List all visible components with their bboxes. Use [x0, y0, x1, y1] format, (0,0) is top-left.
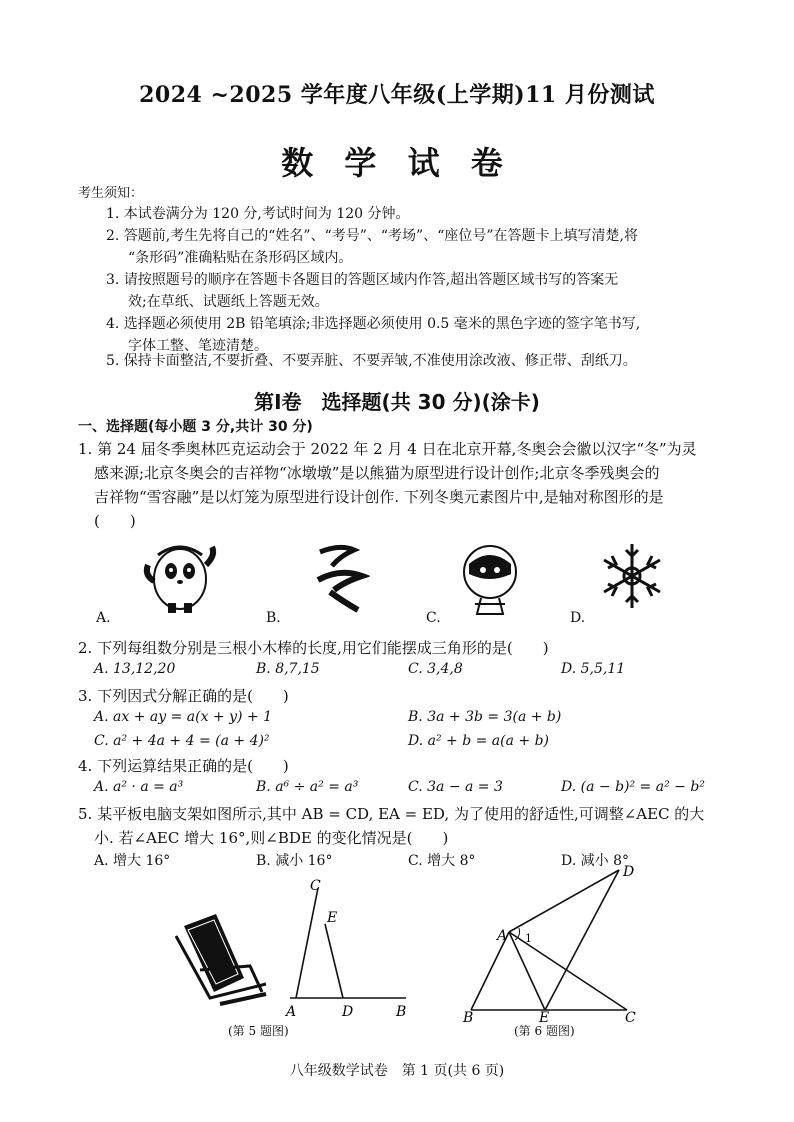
shuey-rhon-rhon-image [455, 540, 525, 620]
notice-item-3: 3. 请按照题号的顺序在答题卡各题目的答题区域内作答,超出答题区域书写的答案无 [106, 272, 619, 288]
q2-option-d: D. 5,5,11 [561, 661, 626, 677]
bing-dwen-dwen-image [140, 535, 220, 615]
q2-option-c: C. 3,4,8 [408, 661, 463, 677]
fig6-caption: (第 6 题图) [514, 1024, 575, 1038]
q3-option-d: D. a² + b = a(a + b) [408, 733, 550, 749]
q3-stem: 3. 下列因式分解正确的是( ) [78, 687, 289, 705]
notice-item-4-cont: 字体工整、笔迹清楚。 [128, 338, 268, 354]
fig6-label-b: B [463, 1010, 474, 1024]
q2-option-b: B. 8,7,15 [256, 661, 320, 677]
notice-heading: 考生须知： [78, 186, 144, 201]
q5-option-d: D. 减小 8° [561, 853, 629, 869]
q3-option-a: A. ax + ay = a(x + y) + 1 [94, 709, 273, 725]
figure-6-diagram [455, 862, 655, 1024]
q3-option-b: B. 3a + 3b = 3(a + b) [408, 709, 562, 725]
notice-item-5: 5. 保持卡面整洁,不要折叠、不要弄脏、不要弄皱,不准使用涂改液、修正带、刮纸刀。 [106, 353, 637, 369]
fig5-label-a: A [286, 1004, 297, 1020]
q1-line-2: 感来源;北京冬奥会的吉祥物“冰墩墩”是以熊猫为原型进行设计创作;北京冬季残奥会的 [94, 464, 660, 482]
notice-item-2: 2. 答题前,考生先将自己的“姓名”、“考号”、“考场”、“座位号”在答题卡上填写清楚,将 [106, 228, 638, 244]
paper-subtitle: 数 学 试 卷 [281, 144, 513, 182]
q1-option-c-label: C. [426, 610, 441, 626]
q1-line-3: 吉祥物“雪容融”是以灯笼为原型进行设计创作. 下列冬奥元素图片中,是轴对称图形的是 [94, 488, 664, 506]
section-title: 第Ⅰ卷 选择题(共 30 分)(涂卡) [254, 390, 540, 414]
tablet-stand-image [170, 908, 270, 1008]
fig5-label-c: C [310, 878, 321, 894]
q4-option-a: A. a² · a = a³ [94, 779, 184, 795]
q1-line-1: 1. 第 24 届冬季奥林匹克运动会于 2022 年 2 月 4 日在北京开幕,冬奥会会徽以汉字“冬”为灵 [78, 440, 697, 458]
fig5-caption: (第 5 题图) [228, 1024, 289, 1038]
winter-olympics-emblem-image [310, 540, 370, 620]
figure-5-diagram [278, 876, 413, 1021]
fig5-label-b: B [396, 1004, 407, 1020]
q2-option-a: A. 13,12,20 [94, 661, 176, 677]
q3-option-c: C. a² + 4a + 4 = (a + 4)² [94, 733, 270, 749]
notice-item-3-cont: 效;在草纸、试题纸上答题无效。 [128, 294, 329, 310]
exam-title: 2024 ~2025 学年度八年级(上学期)11 月份测试 [139, 82, 655, 108]
fig5-label-d: D [342, 1004, 354, 1020]
q2-stem: 2. 下列每组数分别是三根小木棒的长度,用它们能摆成三角形的是( ) [78, 639, 549, 657]
notice-item-2-cont: “条形码”准确粘贴在条形码区域内。 [128, 250, 353, 266]
q5-line-2: 小. 若∠AEC 增大 16°,则∠BDE 的变化情况是( ) [94, 829, 449, 847]
q1-option-a-label: A. [96, 610, 111, 626]
q5-option-b: B. 减小 16° [256, 853, 333, 869]
q5-line-1: 5. 某平板电脑支架如图所示,其中 AB = CD, EA = ED, 为了使用的舒适性,可调整∠AEC 的大 [78, 805, 705, 823]
q1-option-b-label: B. [266, 610, 281, 626]
fig5-label-e: E [327, 910, 338, 926]
q4-option-d: D. (a − b)² = a² − b² [561, 779, 705, 795]
q5-option-c: C. 增大 8° [408, 853, 476, 869]
q4-stem: 4. 下列运算结果正确的是( ) [78, 757, 289, 775]
notice-item-4: 4. 选择题必须使用 2B 铅笔填涂;非选择题必须使用 0.5 毫米的黑色字迹的签字笔书写, [106, 316, 641, 332]
fig6-label-e: E [539, 1010, 550, 1024]
q4-option-b: B. a⁶ ÷ a² = a³ [256, 779, 359, 795]
fig6-label-1: 1 [525, 932, 532, 945]
page-footer: 八年级数学试卷 第 1 页(共 6 页) [289, 1063, 505, 1079]
q1-option-d-label: D. [570, 610, 586, 626]
section-subtitle: 一、选择题(每小题 3 分,共计 30 分) [78, 419, 313, 435]
q1-line-4: ( ) [94, 512, 136, 530]
q4-option-c: C. 3a − a = 3 [408, 779, 503, 795]
fig6-label-d: D [623, 864, 635, 880]
q5-option-a: A. 增大 16° [94, 853, 171, 869]
snowflake-image [596, 540, 668, 612]
fig6-label-c: C [625, 1010, 636, 1024]
notice-item-1: 1. 本试卷满分为 120 分,考试时间为 120 分钟。 [106, 206, 410, 222]
fig6-label-a: A [497, 928, 508, 944]
